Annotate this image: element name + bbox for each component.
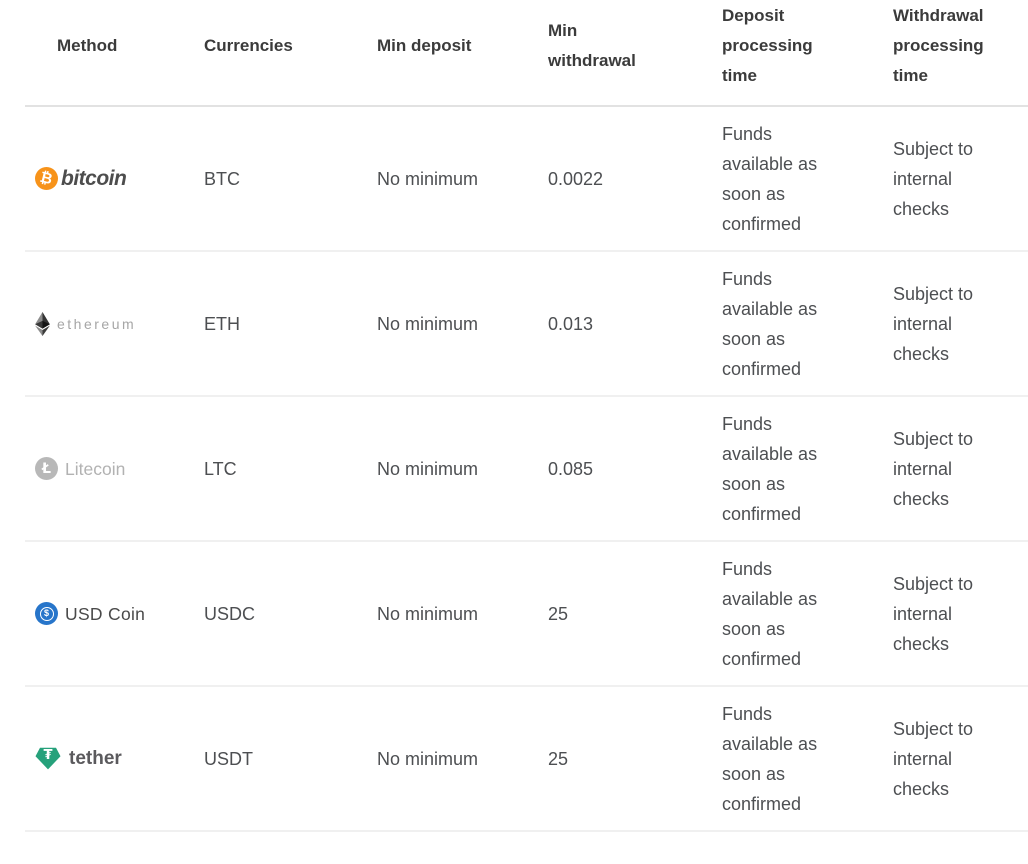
cell-method (25, 542, 204, 685)
tether-logo (35, 744, 122, 774)
cell-currencies: BTC (204, 168, 240, 189)
table-row-ethereum (25, 252, 1028, 397)
litecoin-icon: Ł (35, 457, 58, 480)
table-row-litecoin (25, 397, 1028, 542)
litecoin-wordmark: Litecoin (65, 458, 126, 479)
cell-withdrawal-processing-time: Subject to internal checks (893, 138, 974, 219)
column-header-currencies: Currencies (204, 35, 293, 55)
table-header (25, 0, 1028, 107)
cell-method (25, 252, 204, 395)
tether-wordmark: tether (69, 747, 122, 769)
cell-min-deposit: No minimum (377, 458, 479, 479)
ethereum-wordmark: ethereum (57, 315, 137, 332)
ethereum-icon (35, 312, 50, 336)
cell-deposit-processing-time: Funds available as soon as confirmed (722, 413, 818, 524)
cell-deposit-processing-time: Funds available as soon as confirmed (722, 558, 818, 669)
table-row-usd-coin (25, 542, 1028, 687)
cell-currencies: LTC (204, 458, 237, 479)
column-header-method: Method (57, 35, 118, 55)
cell-withdrawal-processing-time: Subject to internal checks (893, 718, 974, 799)
table-row-bitcoin (25, 107, 1028, 252)
cell-method (25, 687, 204, 830)
cell-method (25, 397, 204, 540)
cell-min-deposit: No minimum (377, 313, 479, 334)
cell-method (25, 107, 204, 250)
cell-min-withdrawal: 0.085 (548, 458, 594, 479)
cell-deposit-processing-time: Funds available as soon as confirmed (722, 703, 818, 814)
bitcoin-icon: ₿ (35, 167, 58, 190)
cell-min-withdrawal: 25 (548, 603, 569, 624)
column-header-deposit-processing-time: Deposit processing time (722, 5, 813, 85)
cell-min-deposit: No minimum (377, 748, 479, 769)
cell-withdrawal-processing-time: Subject to internal checks (893, 573, 974, 654)
cell-min-withdrawal: 0.013 (548, 313, 594, 334)
table-row-tether (25, 687, 1028, 832)
cell-deposit-processing-time: Funds available as soon as confirmed (722, 268, 818, 379)
cell-currencies: USDC (204, 603, 256, 624)
cell-currencies: ETH (204, 313, 240, 334)
cell-min-withdrawal: 0.0022 (548, 168, 604, 189)
tether-icon: ₮ (35, 747, 61, 770)
usd-coin-icon: $ (35, 602, 58, 625)
bitcoin-logo (35, 164, 126, 194)
cell-min-deposit: No minimum (377, 603, 479, 624)
cell-withdrawal-processing-time: Subject to internal checks (893, 283, 974, 364)
cell-min-deposit: No minimum (377, 168, 479, 189)
cell-deposit-processing-time: Funds available as soon as confirmed (722, 123, 818, 234)
column-header-withdrawal-processing-time: Withdrawal processing time (893, 5, 984, 85)
usd-coin-wordmark: USD Coin (65, 603, 146, 624)
usd-coin-logo (35, 599, 145, 629)
column-header-min-withdrawal: Min withdrawal (548, 20, 636, 70)
bitcoin-wordmark: bitcoin (61, 166, 127, 190)
litecoin-logo (35, 454, 125, 484)
cell-min-withdrawal: 25 (548, 748, 569, 769)
ethereum-logo (35, 309, 136, 339)
column-header-min-deposit: Min deposit (377, 35, 472, 55)
cell-withdrawal-processing-time: Subject to internal checks (893, 428, 974, 509)
cell-currencies: USDT (204, 748, 253, 769)
